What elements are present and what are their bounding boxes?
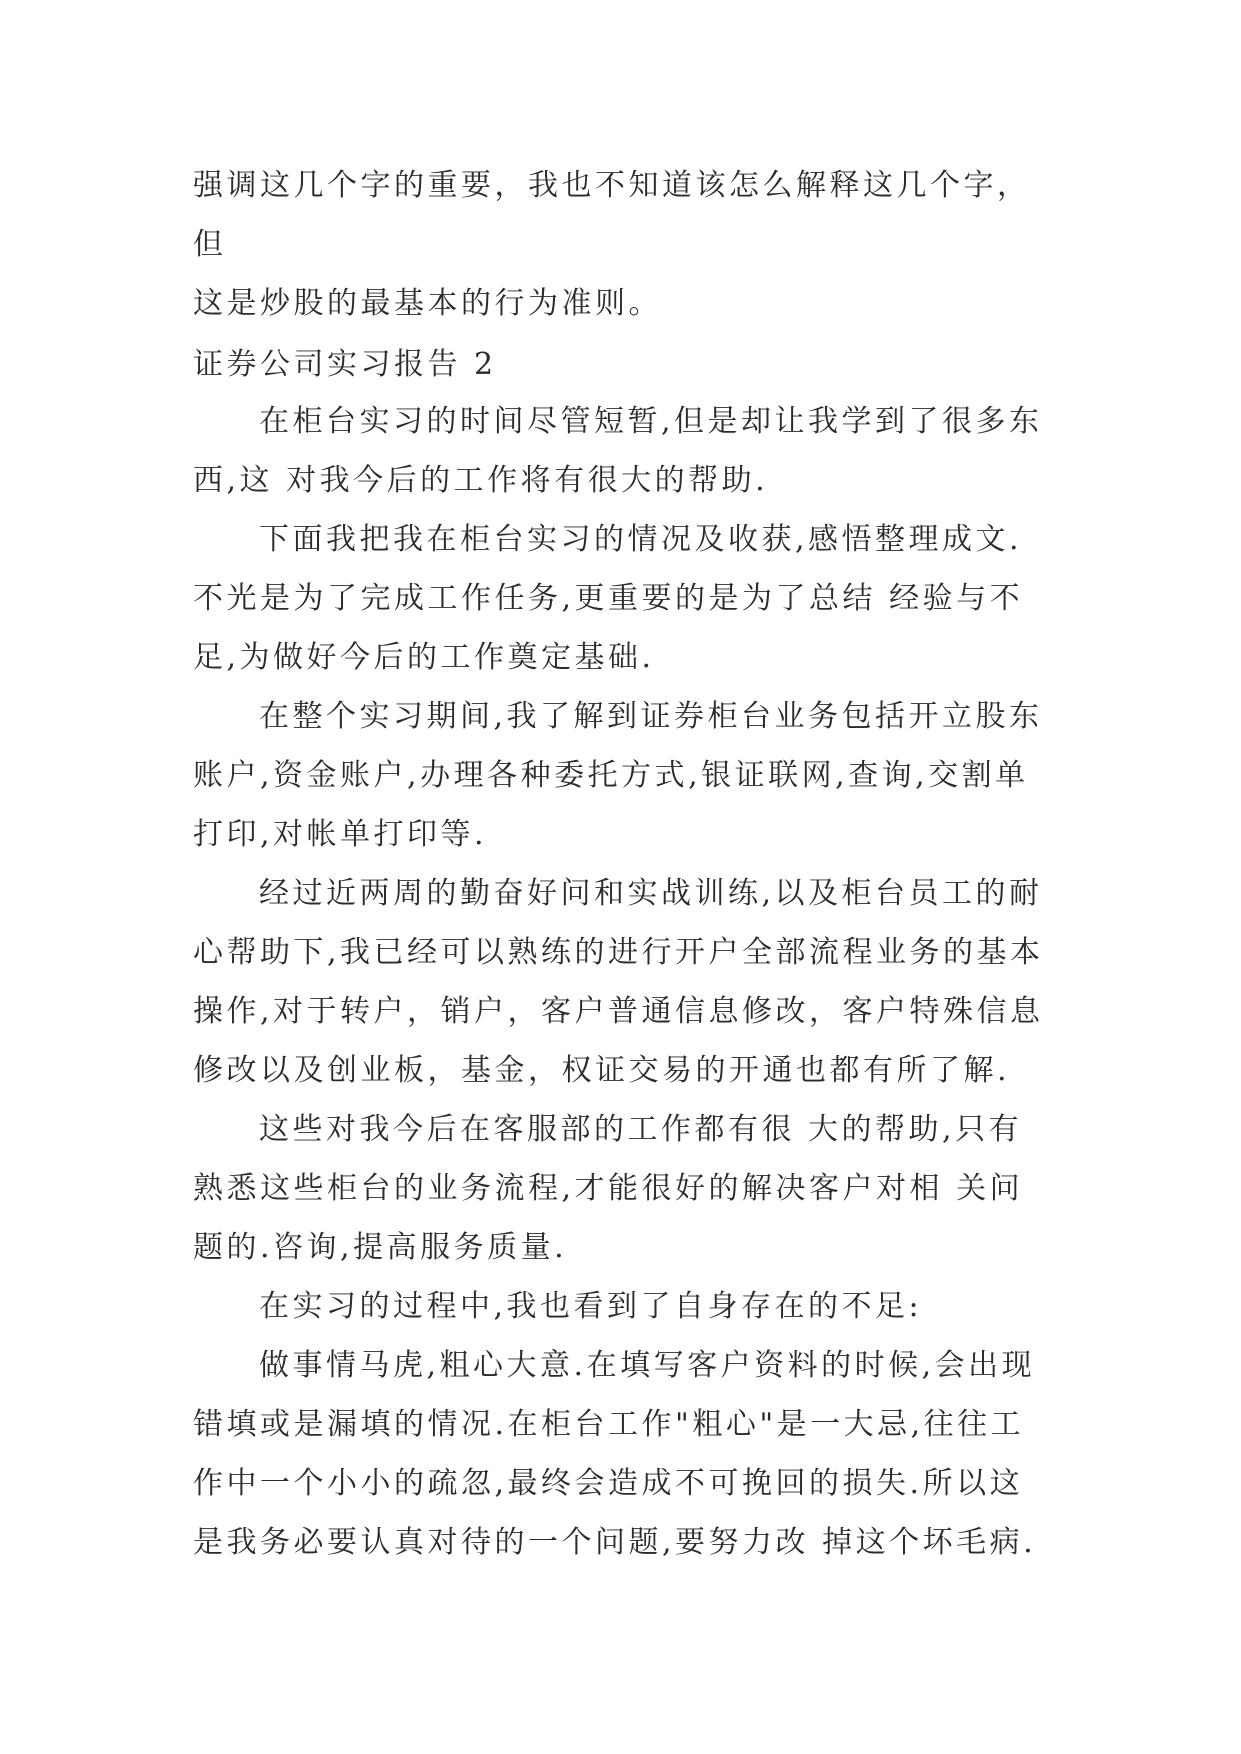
intro-line: 这是炒股的最基本的行为准则。: [193, 286, 662, 321]
intro-text: [193, 156, 1053, 333]
body-paragraph: 下面我把我在柜台实习的情况及收获,感悟整理成文.不光是为了完成工作任务,更重要的是为了总结 经验与不足,为做好今后的工作奠定基础.: [193, 522, 1024, 675]
section-heading: 证券公司实习报告 2: [193, 347, 497, 382]
body-paragraph: 做事情马虎,粗心大意.在填写客户资料的时候,会出现错填或是漏填的情况.在柜台工作"粗心"是一大忌,往往工作中一个小小的疏忽,最终会造成不可挽回的损失.所以这是我务必要认真对待的一个问题,要努力改 掉这个坏毛病.: [193, 1348, 1037, 1560]
body-paragraph: 在整个实习期间,我了解到证券柜台业务包括开立股东账户,资金账户,办理各种委托方式,银证联网,查询,交割单打印,对帐单打印等.: [193, 699, 1043, 852]
body-paragraph: 这些对我今后在客服部的工作都有很 大的帮助,只有熟悉这些柜台的业务流程,才能很好的解决客户对相 关问题的.咨询,提高服务质量.: [193, 1112, 1024, 1265]
document-body: [193, 392, 1053, 1572]
intro-line: 强调这几个字的重要，我也不知道该怎么解释这几个字，但: [193, 168, 1031, 262]
body-paragraph: 在柜台实习的时间尽管短暂,但是却让我学到了很多东西,这 对我今后的工作将有很大的帮助.: [193, 404, 1043, 498]
body-paragraph: 经过近两周的勤奋好问和实战训练,以及柜台员工的耐心帮助下,我已经可以熟练的进行开户全部流程业务的基本操作,对于转户，销户，客户普通信息修改，客户特殊信息修改以及创业板，基金，权证交易的开通也都有所了解.: [193, 876, 1044, 1088]
body-paragraph: 在实习的过程中,我也看到了自身存在的不足:: [259, 1289, 923, 1324]
